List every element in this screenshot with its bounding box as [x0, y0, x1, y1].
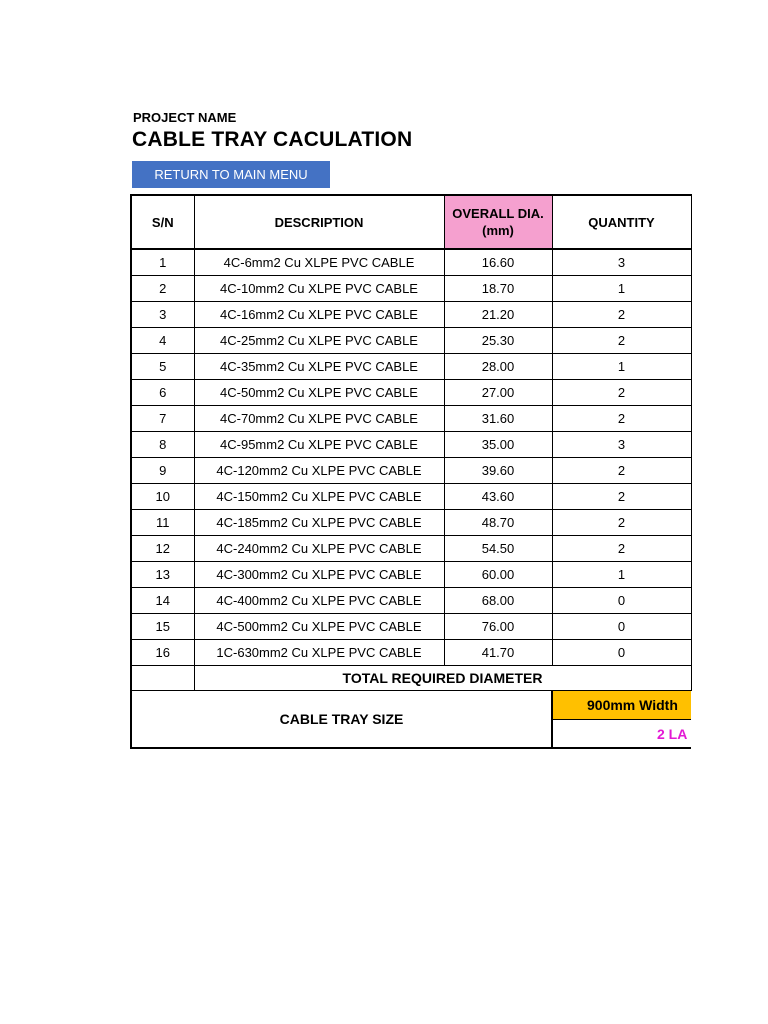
table-row	[131, 536, 691, 562]
table-row	[131, 328, 691, 354]
cable-table	[130, 194, 692, 749]
cell-overall-dia: 39.60	[444, 458, 552, 484]
column-header-overall-dia-line1: OVERALL DIA.	[452, 206, 544, 221]
table-row	[131, 432, 691, 458]
cell-overall-dia: 28.00	[444, 354, 552, 380]
cell-sn: 16	[131, 640, 194, 666]
table-row	[131, 614, 691, 640]
cell-quantity: 1	[552, 562, 691, 588]
table-row	[131, 484, 691, 510]
column-header-overall-dia-line2: (mm)	[482, 223, 514, 238]
table-row	[131, 406, 691, 432]
cell-description: 4C-300mm2 Cu XLPE PVC CABLE	[194, 562, 444, 588]
cell-description: 4C-185mm2 Cu XLPE PVC CABLE	[194, 510, 444, 536]
total-row-blank	[131, 666, 194, 691]
cell-description: 4C-400mm2 Cu XLPE PVC CABLE	[194, 588, 444, 614]
column-header-description: DESCRIPTION	[194, 195, 444, 249]
cell-description: 4C-150mm2 Cu XLPE PVC CABLE	[194, 484, 444, 510]
cell-overall-dia: 54.50	[444, 536, 552, 562]
tray-width-value: 900mm Width	[552, 691, 691, 720]
cell-overall-dia: 60.00	[444, 562, 552, 588]
total-row	[131, 666, 691, 691]
cell-description: 4C-16mm2 Cu XLPE PVC CABLE	[194, 302, 444, 328]
cell-description: 1C-630mm2 Cu XLPE PVC CABLE	[194, 640, 444, 666]
cell-overall-dia: 41.70	[444, 640, 552, 666]
cell-quantity: 1	[552, 276, 691, 302]
cell-overall-dia: 27.00	[444, 380, 552, 406]
cell-sn: 7	[131, 406, 194, 432]
table-row	[131, 640, 691, 666]
cell-overall-dia: 21.20	[444, 302, 552, 328]
cell-description: 4C-35mm2 Cu XLPE PVC CABLE	[194, 354, 444, 380]
table-row	[131, 458, 691, 484]
cell-sn: 14	[131, 588, 194, 614]
cell-quantity: 3	[552, 249, 691, 276]
cell-quantity: 0	[552, 588, 691, 614]
cell-quantity: 3	[552, 432, 691, 458]
cell-quantity: 2	[552, 484, 691, 510]
cell-quantity: 2	[552, 406, 691, 432]
table-row	[131, 562, 691, 588]
cell-description: 4C-500mm2 Cu XLPE PVC CABLE	[194, 614, 444, 640]
table-row	[131, 276, 691, 302]
cell-quantity: 2	[552, 510, 691, 536]
cell-quantity: 2	[552, 380, 691, 406]
cell-overall-dia: 43.60	[444, 484, 552, 510]
cell-description: 4C-25mm2 Cu XLPE PVC CABLE	[194, 328, 444, 354]
cell-description: 4C-50mm2 Cu XLPE PVC CABLE	[194, 380, 444, 406]
table-header-row	[131, 195, 691, 249]
cell-description: 4C-70mm2 Cu XLPE PVC CABLE	[194, 406, 444, 432]
cell-description: 4C-6mm2 Cu XLPE PVC CABLE	[194, 249, 444, 276]
cell-quantity: 2	[552, 536, 691, 562]
page-title: CABLE TRAY CACULATION	[132, 128, 413, 151]
cell-quantity: 2	[552, 458, 691, 484]
cell-overall-dia: 35.00	[444, 432, 552, 458]
cell-quantity: 2	[552, 302, 691, 328]
table-row	[131, 354, 691, 380]
tray-layers-value: 2 LA	[552, 720, 691, 749]
cell-sn: 13	[131, 562, 194, 588]
cell-description: 4C-240mm2 Cu XLPE PVC CABLE	[194, 536, 444, 562]
cell-overall-dia: 68.00	[444, 588, 552, 614]
cell-sn: 2	[131, 276, 194, 302]
cell-description: 4C-120mm2 Cu XLPE PVC CABLE	[194, 458, 444, 484]
total-required-diameter-label: TOTAL REQUIRED DIAMETER	[194, 666, 691, 691]
cell-sn: 3	[131, 302, 194, 328]
cell-overall-dia: 48.70	[444, 510, 552, 536]
project-name-label: PROJECT NAME	[133, 110, 237, 125]
cell-sn: 1	[131, 249, 194, 276]
cell-sn: 5	[131, 354, 194, 380]
cell-quantity: 0	[552, 614, 691, 640]
table-row	[131, 588, 691, 614]
column-header-quantity: QUANTITY	[552, 195, 691, 249]
table-body	[131, 249, 691, 666]
cell-quantity: 1	[552, 354, 691, 380]
cell-overall-dia: 25.30	[444, 328, 552, 354]
cell-sn: 10	[131, 484, 194, 510]
cell-sn: 8	[131, 432, 194, 458]
table-row	[131, 510, 691, 536]
cell-sn: 15	[131, 614, 194, 640]
cell-description: 4C-95mm2 Cu XLPE PVC CABLE	[194, 432, 444, 458]
cell-quantity: 0	[552, 640, 691, 666]
cell-overall-dia: 18.70	[444, 276, 552, 302]
cell-sn: 6	[131, 380, 194, 406]
cell-description: 4C-10mm2 Cu XLPE PVC CABLE	[194, 276, 444, 302]
cell-sn: 11	[131, 510, 194, 536]
cable-table-sheet	[130, 194, 768, 749]
table-row	[131, 249, 691, 276]
cell-overall-dia: 31.60	[444, 406, 552, 432]
column-header-sn: S/N	[131, 195, 194, 249]
cell-overall-dia: 76.00	[444, 614, 552, 640]
tray-size-row	[131, 691, 691, 720]
table-row	[131, 302, 691, 328]
return-to-main-menu-button[interactable]: RETURN TO MAIN MENU	[132, 161, 330, 188]
table-row	[131, 380, 691, 406]
cell-overall-dia: 16.60	[444, 249, 552, 276]
cable-tray-size-label: CABLE TRAY SIZE	[131, 691, 552, 749]
cell-sn: 4	[131, 328, 194, 354]
cell-sn: 12	[131, 536, 194, 562]
column-header-overall-dia	[444, 195, 552, 249]
cell-sn: 9	[131, 458, 194, 484]
cell-quantity: 2	[552, 328, 691, 354]
